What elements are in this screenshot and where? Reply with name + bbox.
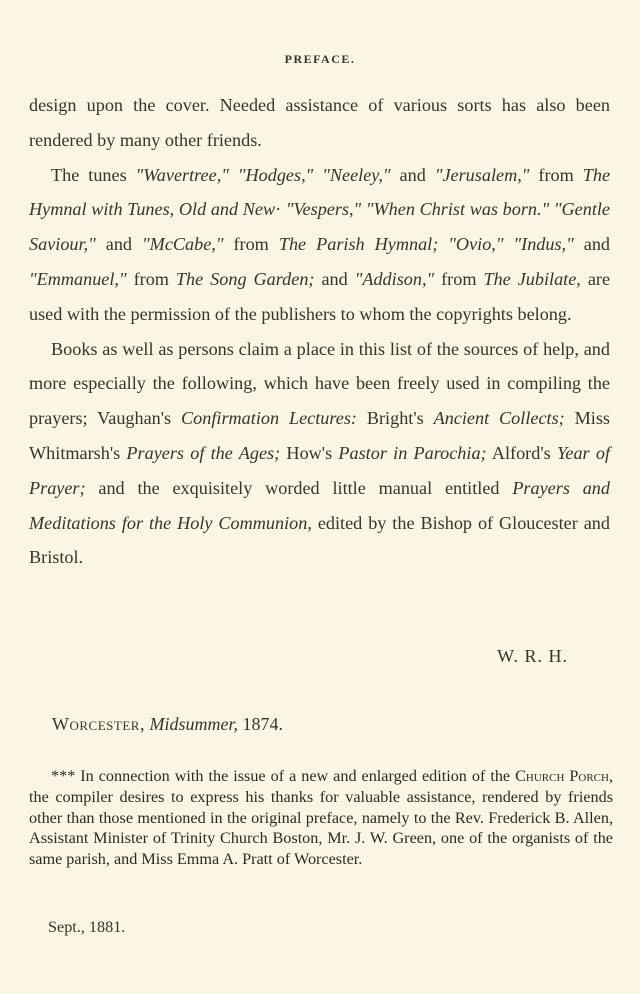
book-title: Pastor in Parochia; [338, 442, 487, 463]
text-span: Bright's [356, 408, 434, 429]
tune-title: "Addison," [354, 268, 435, 289]
page-header: PREFACE. [284, 52, 356, 66]
book-title: Ancient Collects; [433, 408, 565, 429]
text-span: edited by the Bishop of Gloucester and Bristol. [29, 512, 610, 568]
book-title: The Song Garden; [175, 268, 315, 289]
tune-title: "Vespers," [285, 199, 362, 220]
text-span: from [126, 268, 176, 289]
text-span: · [275, 199, 286, 220]
tune-title: "McCabe," [142, 234, 224, 255]
preface-body [29, 88, 610, 575]
text-span: Miss Whitmarsh's [29, 408, 610, 463]
paragraph-2 [29, 158, 610, 332]
tune-title: "Gentle Saviour," [29, 199, 610, 255]
year: 1874. [242, 714, 283, 734]
text-span: In connection with the issue of a new and enlarged edition of the [80, 767, 516, 785]
season: Midsummer, [149, 714, 238, 734]
text-span: from [223, 234, 279, 255]
text-span: and [95, 234, 143, 255]
note-paragraph [29, 766, 613, 870]
tune-title: "Ovio," [448, 234, 504, 255]
text-span: Books as well as persons claim a place in this list of the sources of help, and more especially the following, which have been freely used in compiling the prayers; Vaughan's [29, 338, 610, 429]
tune-title: "Emmanuel," [29, 268, 127, 289]
book-title: Prayers of the Ages; [126, 442, 281, 463]
book-title: The Parish Hymnal; [278, 234, 439, 255]
text-span: the compiler desires to express his thanks for valuable assistance, rendered by friends other than those mentioned in the original preface, namely to the Rev. Frederick B. Allen, Assistant Minister of Trinity Church Boston, Mr. J. W. Green, one of the organists of the same parish, and Miss Emma A. Pratt of Worcester. [29, 787, 613, 869]
tune-title: "Neeley," [322, 164, 391, 185]
tune-title: "Hodges," [237, 164, 314, 185]
place-name: Worcester, [52, 714, 145, 734]
tune-title: "Jerusalem," [434, 164, 530, 185]
text-span: are used with the permission of the publishers to whom the copyrights belong. [29, 268, 611, 324]
tune-title: "Indus," [513, 234, 574, 255]
text-span: Alford's [486, 442, 557, 463]
text-span: from [529, 164, 583, 185]
book-title: The Hymnal with Tunes, Old and New [29, 164, 611, 220]
text-span: and the exquisitely worded little manual entitled [85, 477, 513, 498]
paragraph-3 [29, 332, 610, 576]
note-date: Sept., 1881. [48, 918, 126, 936]
tune-title: "When Christ was born." [365, 199, 550, 220]
text-span: from [434, 268, 484, 289]
book-title: Prayers and Meditations for the Holy Communion, [29, 477, 610, 533]
asterism: *** [51, 767, 81, 785]
text-span: and [314, 268, 355, 289]
book-title: The Jubilate, [483, 268, 581, 289]
text-span: How's [280, 442, 339, 463]
book-title: Confirmation Lectures: [181, 408, 357, 429]
book-title: Year of Prayer; [29, 442, 611, 498]
tune-title: "Wavertree," [135, 164, 229, 185]
book-title: Church Porch, [515, 767, 614, 785]
paragraph-1: design upon the cover. Needed assistance of various sorts has also been rendered by many other friends. [29, 95, 610, 150]
author-signature: W. R. H. [497, 646, 568, 666]
place-date-line [52, 714, 283, 735]
edition-note [29, 766, 613, 870]
text-span: and [390, 164, 435, 185]
text-span: The tunes [51, 164, 136, 185]
text-span: and [573, 234, 611, 255]
